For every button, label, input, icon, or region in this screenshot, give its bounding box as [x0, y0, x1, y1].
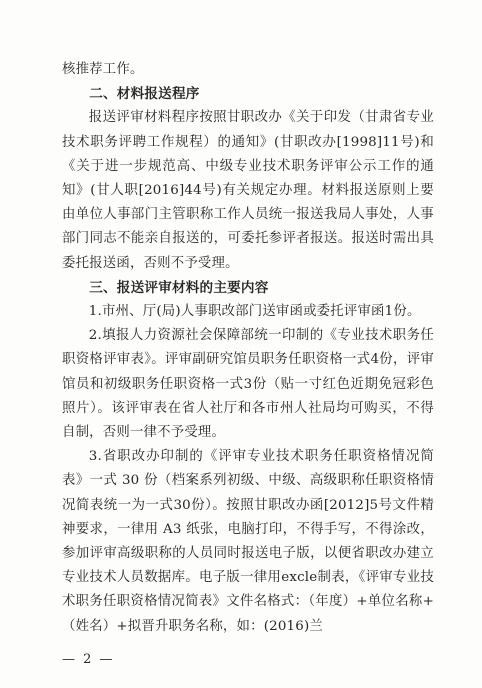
section-2-paragraph: 报送评审材料程序按照甘职改办《关于印发（甘肃省专业技术职务评聘工作规程）的通知》(甘职改办[1998]11号)和《关于进一步规范高、中级专业技术职务评审公示工作的通知》(甘人职[2016]44号)有关规定办理。材料报送原则上要由单位人事部门主管职称工作人员统一报送我局人事处，人事部门同志不能亲自报送的，可委托参评者报送。报送时需出具委托报送函，否则不予受理。: [62, 110, 434, 271]
section-2-heading: 二、材料报送程序: [89, 86, 200, 103]
page-number: — 2 —: [62, 652, 115, 667]
continuation-line: 核推荐工作。: [62, 62, 144, 77]
body-text: [62, 58, 434, 639]
section-3-heading: 三、报送评审材料的主要内容: [89, 279, 269, 296]
list-item-1: 1.市州、厅(局)人事职改部门送审函或委托评审函1份。: [88, 304, 421, 320]
list-item-3: 3.省职改办印制的《评审专业技术职务任职资格情况简表》一式 30 份（档案系列初级、中级、高级职称任职资格情况简表统一为一式30份）。按照甘职改办函[2012]5号文件精神要求，一律用 A3 纸张，电脑打印，不得手写，不得涂改，参加评审高级职称的人员同时报送电子版，以便省职改办建立专业技术人员数据库。电子版一律用excle制表，《评审专业技术职务任职资格情况简表》文件名格式：（年度）+单位名称+（姓名）+拟晋升职务名称，如：(2016)兰: [62, 449, 434, 634]
list-item-2: 2.填报人力资源社会保障部统一印制的《专业技术职务任职资格评审表》。评审副研究馆员职务任职资格一式4份，评审馆员和初级职务任职资格一式3份（贴一寸红色近期免冠彩色照片）。该评审表在省人社厅和各市州人社局均可购买，不得自制，否则一律不予受理。: [62, 328, 434, 441]
